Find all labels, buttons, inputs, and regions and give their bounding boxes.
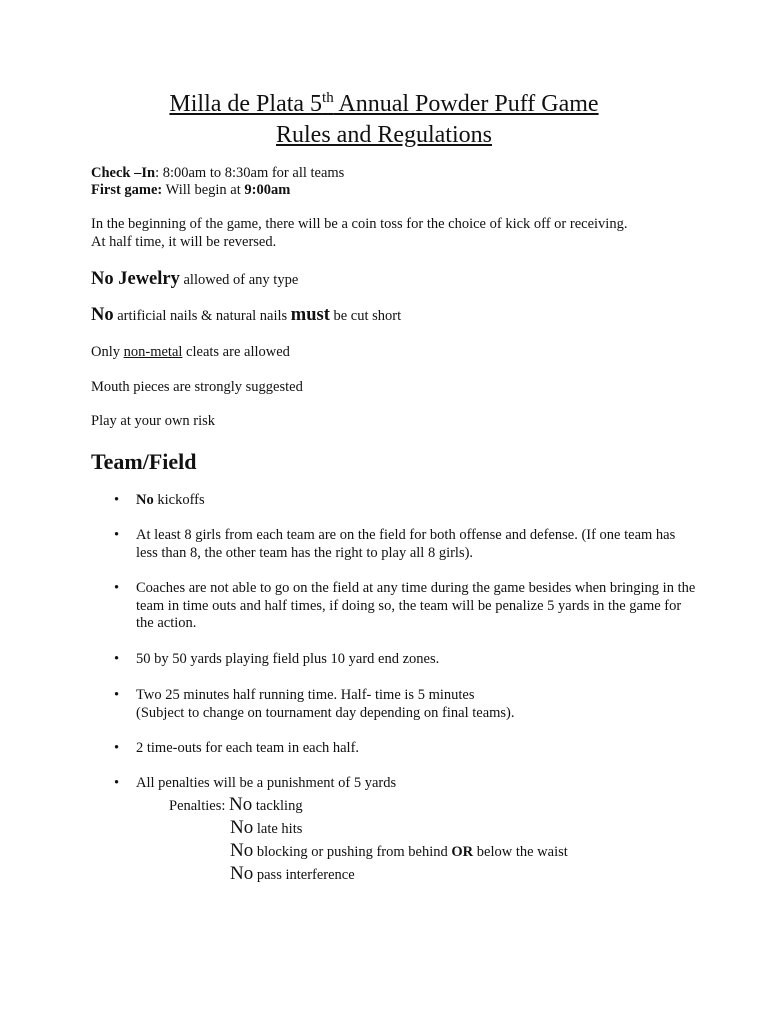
mouth-pieces-rule: Mouth pieces are strongly suggested [91, 379, 303, 395]
penalty-item: Penalties: No tackling [169, 794, 303, 815]
bullet-dot-icon: • [114, 527, 120, 543]
non-metal-underlined: non-metal [123, 344, 183, 360]
jewelry-rule: No Jewelry allowed of any type [91, 269, 299, 289]
cleats-rule: Only non-metal cleats are allowed [91, 344, 290, 360]
first-game-time: 9:00am [244, 182, 291, 198]
penalty-item: No blocking or pushing from behind OR below the waist [230, 840, 568, 861]
bullet-dot-icon: • [114, 740, 120, 756]
own-risk-rule: Play at your own risk [91, 413, 216, 429]
coin-toss-line2: At half time, it will be reversed. [91, 234, 277, 250]
first-game-line: First game: Will begin at 9:00am [91, 182, 291, 198]
penalty-item: No pass interference [230, 863, 355, 884]
first-game-label: First game: [91, 182, 163, 198]
document-page: Milla de Plata 5th Annual Powder Puff Game Rules and Regulations Check –In: 8:00am to 8:30am for all teams First game: Will begin at 9:00am In the beginning of the game, there will be a coin toss for the choice of kick off or receiving. At half time, it will be reversed. No Jewelry allowed of any type No artificial nails & natural nails must be cut short Only non-metal cleats are allowed Mouth pieces are strongly suggested Play at your own risk Team/Field • No kickoffs • At least 8 girls from each team are on the field for both offense and defense. (If one team has less than 8, the other team has the right to play all 8 girls). • Coaches are not able to go on the field at any time during the game besides when bringing in the team in time outs and half times, if doing so, the team will be penalize 5 yards in the game for the action. • 50 by 50 yards playing field plus 10 yard end zones. • Two 25 minutes half running time. Half- time is 5 minutes (Subject to change on tournament day depending on final teams). • 2 time-outs for each team in each half. • All penalties will be a punishment of 5 yards Penalties: No tackling No late hits No blocking or pushing from behind OR below the waist No pass interference [0, 0, 768, 1024]
bullet-dot-icon: • [114, 580, 120, 596]
checkin-value: : 8:00am to 8:30am for all teams [155, 165, 345, 181]
bullet-dot-icon: • [114, 492, 120, 508]
checkin-label: Check –In [91, 165, 156, 181]
document-title-line2: Rules and Regulations [276, 122, 492, 148]
penalty-item: No late hits [230, 817, 303, 838]
penalties-label: Penalties: [169, 798, 230, 814]
bullet-dot-icon: • [114, 775, 120, 791]
coin-toss-line1: In the beginning of the game, there will be a coin toss for the choice of kick off or receiving. [91, 216, 628, 232]
bullet-dot-icon: • [114, 687, 120, 703]
title-superscript: th [322, 90, 334, 106]
bullet-dot-icon: • [114, 651, 120, 667]
section-heading-team-field: Team/Field [91, 449, 197, 474]
nails-rule: No artificial nails & natural nails must be cut short [91, 305, 402, 325]
checkin-line [91, 165, 344, 182]
document-title-line1: Milla de Plata 5th Annual Powder Puff Game [169, 90, 599, 117]
